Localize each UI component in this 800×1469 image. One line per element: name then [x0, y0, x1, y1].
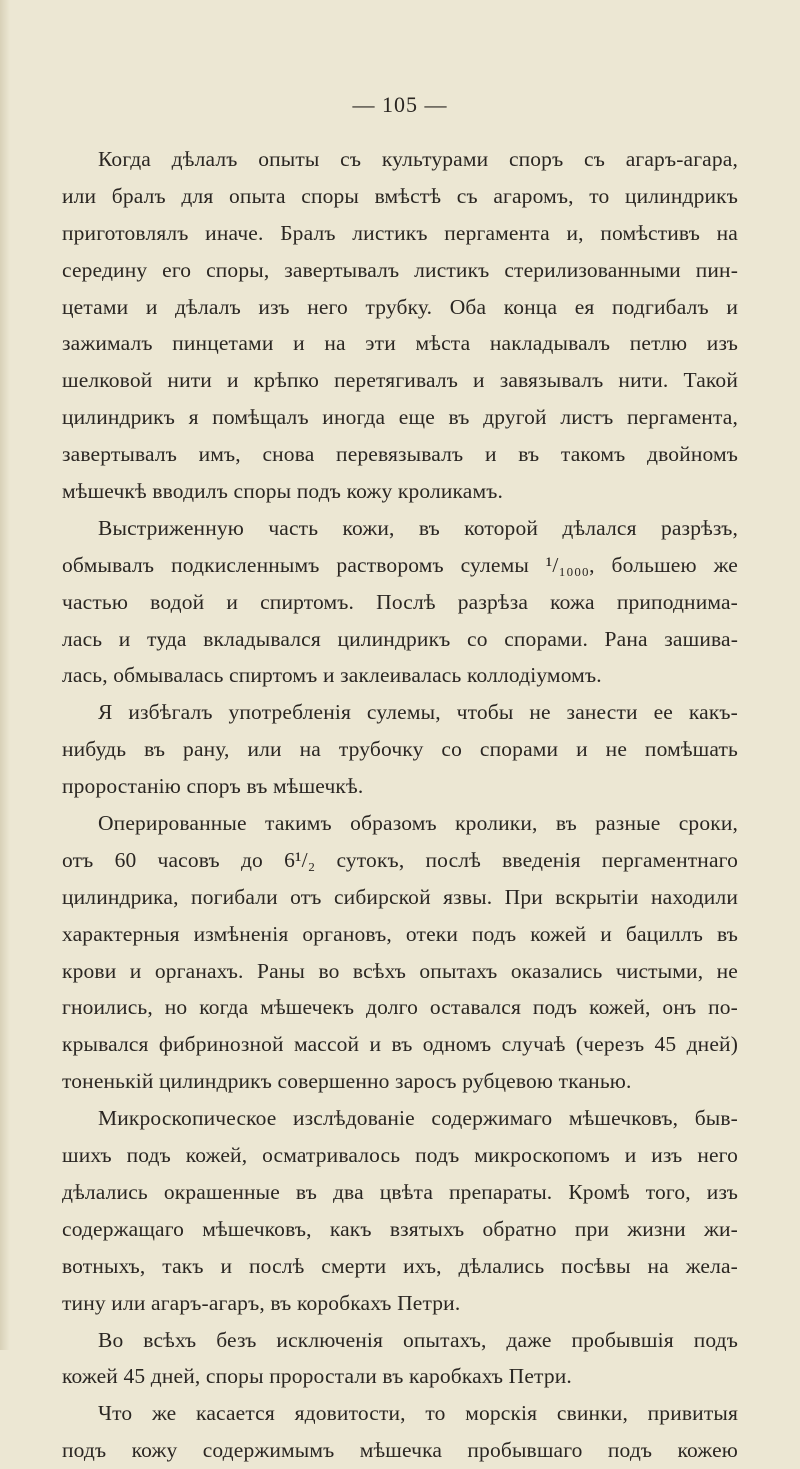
text-line: гноились, но когда мѣшечекъ долго оставался подъ кожей, онъ по-: [62, 995, 738, 1020]
text-line: кожей 45 дней, споры проростали въ каробкахъ Петри.: [62, 1364, 572, 1389]
page-binding-edge: [0, 0, 10, 1350]
text-line: отъ 60 часовъ до 6¹/₂ сутокъ, послѣ введенія пергаментнаго: [62, 847, 738, 872]
text-line: содержащаго мѣшечковъ, какъ взятыхъ обратно при жизни жи-: [62, 1216, 738, 1241]
text-line: цилиндрика, погибали отъ сибирской язвы. При вскрытіи находили: [62, 884, 738, 909]
text-line: шелковой нити и крѣпко перетягивалъ и завязывалъ нити. Такой: [62, 368, 738, 393]
text-line: лась, обмывалась спиртомъ и заклеивалась коллодіумомъ.: [62, 663, 602, 688]
text-line: частью водой и спиртомъ. Послѣ разрѣза кожа приподнима-: [62, 589, 738, 614]
text-line: мѣшечкѣ вводилъ споры подъ кожу кроликамъ.: [62, 479, 504, 504]
text-line: зажималъ пинцетами и на эти мѣста накладывалъ петлю изъ: [62, 331, 738, 356]
text-line: лась и туда вкладывался цилиндрикъ со спорами. Рана зашива-: [62, 626, 738, 651]
text-line: Во всѣхъ безъ исключенія опытахъ, даже пробывшія подъ: [98, 1327, 738, 1352]
body-text: [62, 141, 738, 1469]
text-line: цетами и дѣлалъ изъ него трубку. Оба конца ея подгибалъ и: [62, 294, 738, 319]
text-line: тоненькій цилиндрикъ совершенно заросъ рубцевою тканью.: [62, 1069, 632, 1094]
text-line: Когда дѣлалъ опыты съ культурами споръ съ агаръ-агара,: [98, 147, 738, 171]
text-line: завертывалъ имъ, снова перевязывалъ и въ такомъ двойномъ: [62, 442, 738, 467]
text-line: Оперированные такимъ образомъ кролики, въ разные сроки,: [98, 811, 738, 836]
text-line: характерныя измѣненія органовъ, отеки подъ кожей и бациллъ въ: [62, 921, 738, 946]
text-line: или бралъ для опыта споры вмѣстѣ съ агаромъ, то цилиндрикъ: [62, 183, 738, 208]
text-line: крови и органахъ. Раны во всѣхъ опытахъ оказались чистыми, не: [62, 958, 738, 983]
text-line: дѣлались окрашенные въ два цвѣта препараты. Кромѣ того, изъ: [62, 1179, 738, 1204]
text-line: вотныхъ, такъ и послѣ смерти ихъ, дѣлались посѣвы на жела-: [62, 1253, 738, 1278]
text-line: нибудь въ рану, или на трубочку со спорами и не помѣшать: [62, 737, 738, 762]
text-line: Я избѣгалъ употребленія сулемы, чтобы не занести ее какъ-: [98, 700, 738, 725]
page-number: — 105 —: [352, 92, 448, 117]
text-line: цилиндрикъ я помѣщалъ иногда еще въ другой листъ пергамента,: [62, 405, 738, 430]
text-line: Что же касается ядовитости, то морскія свинки, привитыя: [98, 1401, 738, 1426]
text-line: Микроскопическое изслѣдованіе содержимаго мѣшечковъ, быв-: [98, 1106, 738, 1131]
text-line: приготовлялъ иначе. Бралъ листикъ пергамента и, помѣстивъ на: [62, 220, 738, 245]
text-line: тину или агаръ-агаръ, въ коробкахъ Петри.: [62, 1290, 461, 1315]
text-line: Выстриженную часть кожи, въ которой дѣлался разрѣзъ,: [98, 515, 738, 540]
text-line: шихъ подъ кожей, осматривалось подъ микроскопомъ и изъ него: [62, 1143, 738, 1168]
text-line: подъ кожу содержимымъ мѣшечка пробывшаго подъ кожею: [62, 1438, 738, 1463]
text-line: крывался фибринозной массой и въ одномъ случаѣ (черезъ 45 дней): [62, 1032, 738, 1057]
text-line: обмывалъ подкисленнымъ растворомъ сулемы ¹/₁₀₀₀, большею же: [62, 552, 738, 577]
text-line: проростанію споръ въ мѣшечкѣ.: [62, 774, 364, 799]
text-line: середину его споры, завертывалъ листикъ стерилизованными пин-: [62, 257, 738, 282]
